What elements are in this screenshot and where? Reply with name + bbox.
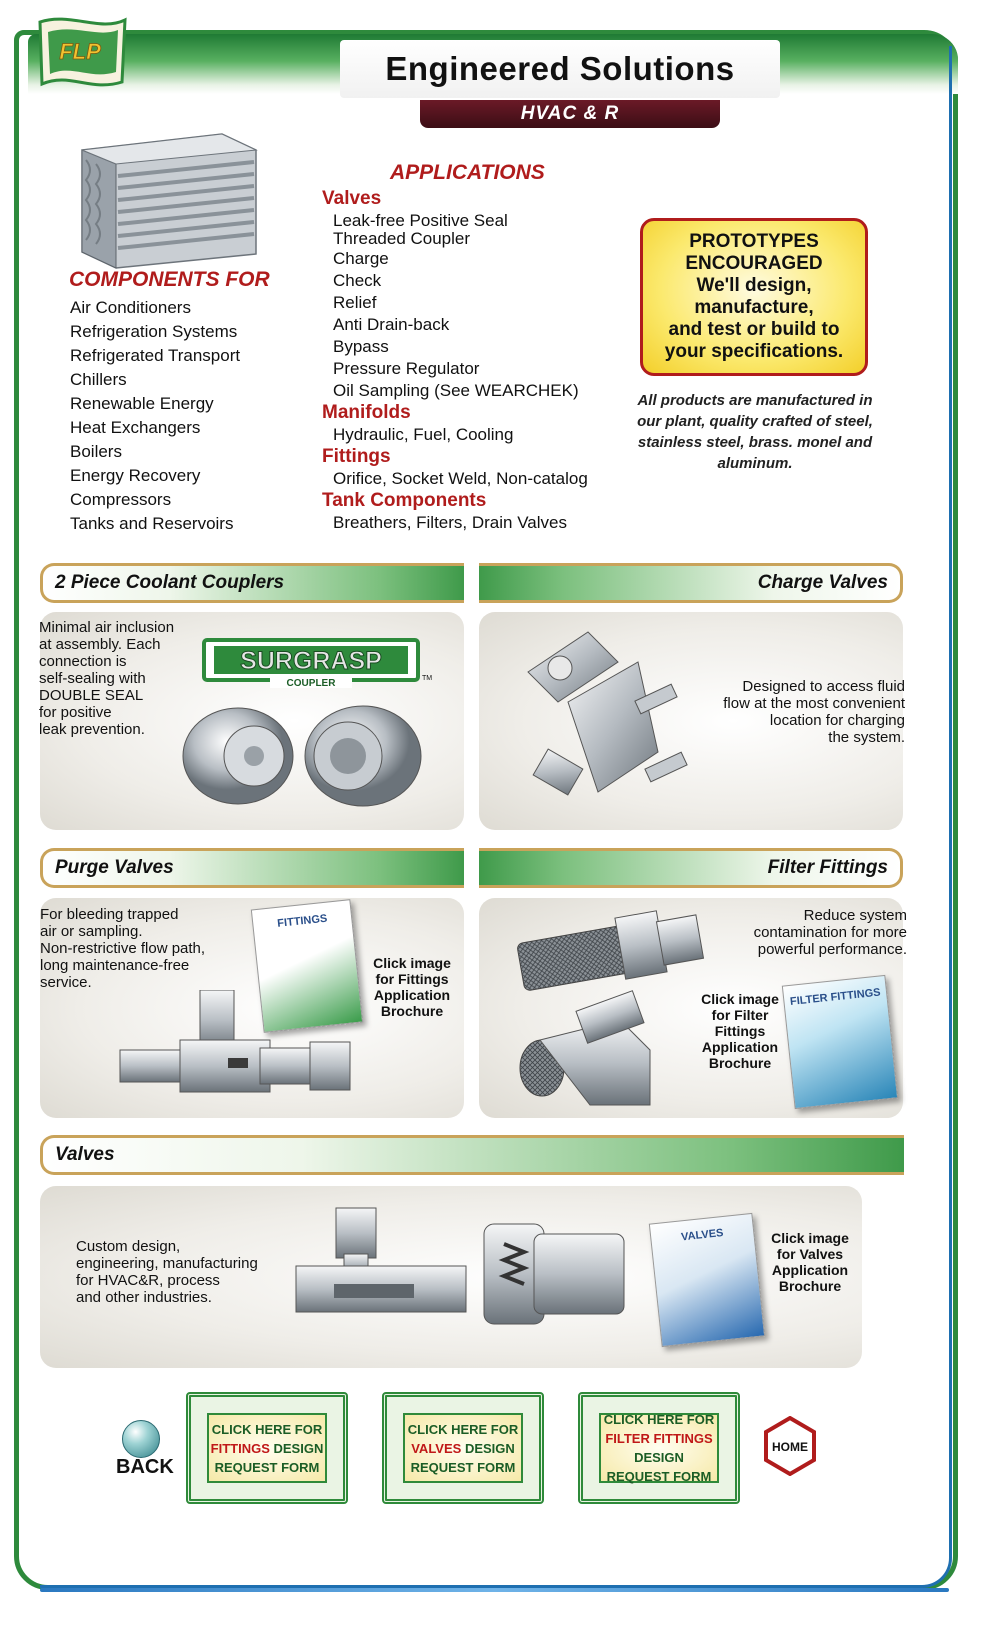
materials-note: All products are manufactured in our plant, quality crafted of steel, stainless steel, brass. monel and aluminum. [637, 392, 873, 472]
prototypes-callout [640, 218, 868, 376]
section-bar-couplers [40, 563, 464, 603]
components-list [70, 296, 240, 536]
list-item: Heat Exchangers [70, 418, 201, 437]
list-item: Anti Drain-back [333, 315, 450, 334]
fittings-brochure-link[interactable]: Click image for Fittings Application Brochure [373, 955, 451, 1019]
couplers-description: Minimal air inclusion at assembly. Each connection is self-sealing with DOUBLE SEAL for positive leak prevention. [39, 619, 175, 738]
category-valves: Valves [322, 188, 382, 209]
applications-heading: APPLICATIONS [390, 161, 545, 184]
fittings-request-button[interactable] [186, 1392, 348, 1504]
title-box [340, 40, 780, 98]
section-bar-charge [479, 563, 903, 603]
page-subtitle: HVAC & R [520, 103, 620, 124]
applications-list [322, 188, 652, 534]
callout-line: your specifications. [664, 341, 844, 362]
list-item: Energy Recovery [70, 466, 201, 485]
list-item: Tanks and Reservoirs [70, 514, 234, 533]
svg-text:TM: TM [422, 675, 433, 682]
callout-line: manufacture, [694, 297, 814, 318]
list-item: Refrigerated Transport [70, 346, 241, 365]
section-title: 2 Piece Coolant Couplers [55, 572, 285, 593]
valves-brochure[interactable] [649, 1213, 765, 1347]
list-item: Refrigeration Systems [70, 322, 238, 341]
list-item: Breathers, Filters, Drain Valves [333, 513, 567, 532]
brochure-title: FILTER FITTINGS [789, 986, 882, 1008]
section-bar-purge [40, 848, 464, 888]
list-item: Pressure Regulator [333, 359, 480, 378]
filter-fittings-request-button[interactable] [578, 1392, 740, 1504]
callout-line: and test or build to [668, 319, 840, 340]
home-button[interactable] [763, 1416, 817, 1476]
category-manifolds: Manifolds [322, 402, 411, 423]
valves-request-button[interactable] [382, 1392, 544, 1504]
condenser-image [72, 130, 262, 270]
list-item: Check [333, 271, 382, 290]
filter-fitting-image [500, 900, 720, 1110]
coupler-image [178, 700, 438, 810]
callout-line: We'll design, [696, 275, 812, 296]
list-item: Boilers [70, 442, 122, 461]
filter-brochure[interactable] [782, 975, 898, 1109]
back-button[interactable]: BACK [116, 1456, 174, 1478]
subtitle-bar [420, 100, 720, 128]
button-inner: CLICK HERE FOR FILTER FITTINGS DESIGN REQUEST FORM [599, 1413, 719, 1483]
page-title: Engineered Solutions [385, 50, 735, 87]
flp-logo[interactable] [30, 12, 130, 92]
section-bar-valves [40, 1135, 904, 1175]
list-item: Relief [333, 293, 377, 312]
list-item: Oil Sampling (See WEARCHEK) [333, 381, 579, 400]
charge-valve-image [508, 622, 708, 822]
category-fittings: Fittings [322, 446, 391, 467]
list-item: Charge [333, 249, 389, 268]
purge-valve-image [110, 990, 360, 1110]
surgrasp-logo [200, 634, 440, 694]
home-label: HOME [772, 1440, 808, 1454]
list-item: Leak-free Positive Seal [333, 211, 508, 230]
svg-text:SURGRASP: SURGRASP [240, 647, 382, 675]
logo-text: FLP [59, 39, 101, 64]
back-button-icon[interactable] [122, 1420, 160, 1458]
valves-image [294, 1204, 634, 1344]
brochure-title: VALVES [680, 1227, 724, 1244]
brochure-title: FITTINGS [276, 912, 328, 930]
section-title: Charge Valves [757, 572, 888, 593]
section-title: Purge Valves [55, 857, 174, 878]
charge-description: Designed to access fluid flow at the most convenient location for charging the system. [723, 678, 905, 746]
callout-line: PROTOTYPES [689, 231, 819, 252]
category-tank-components: Tank Components [322, 490, 487, 511]
filter-brochure-link[interactable]: Click image for Filter Fittings Application Brochure [701, 991, 779, 1071]
section-title: Valves [55, 1144, 115, 1165]
section-title: Filter Fittings [767, 857, 888, 878]
valves-description: Custom design, engineering, manufacturing for HVAC&R, process and other industries. [76, 1238, 258, 1306]
button-inner: CLICK HERE FOR VALVES DESIGN REQUEST FORM [403, 1413, 523, 1483]
list-item: Bypass [333, 337, 389, 356]
section-bar-filter [479, 848, 903, 888]
button-inner: CLICK HERE FOR FITTINGS DESIGN REQUEST FORM [207, 1413, 327, 1483]
list-item: Orifice, Socket Weld, Non-catalog [333, 469, 588, 488]
list-item: Compressors [70, 490, 172, 509]
components-heading: COMPONENTS FOR [69, 268, 270, 291]
callout-line: ENCOURAGED [685, 253, 823, 274]
svg-text:COUPLER: COUPLER [286, 678, 336, 689]
purge-description: For bleeding trapped air or sampling. Non-restrictive flow path, long maintenance-free service. [40, 906, 206, 991]
list-item: Threaded Coupler [333, 229, 471, 248]
list-item: Renewable Energy [70, 394, 214, 413]
valves-brochure-link[interactable]: Click image for Valves Application Brochure [771, 1230, 849, 1294]
filter-description: Reduce system contamination for more powerful performance. [753, 907, 907, 958]
list-item: Air Conditioners [70, 298, 191, 317]
bottom-rule [40, 1588, 949, 1592]
list-item: Chillers [70, 370, 127, 389]
list-item: Hydraulic, Fuel, Cooling [333, 425, 514, 444]
